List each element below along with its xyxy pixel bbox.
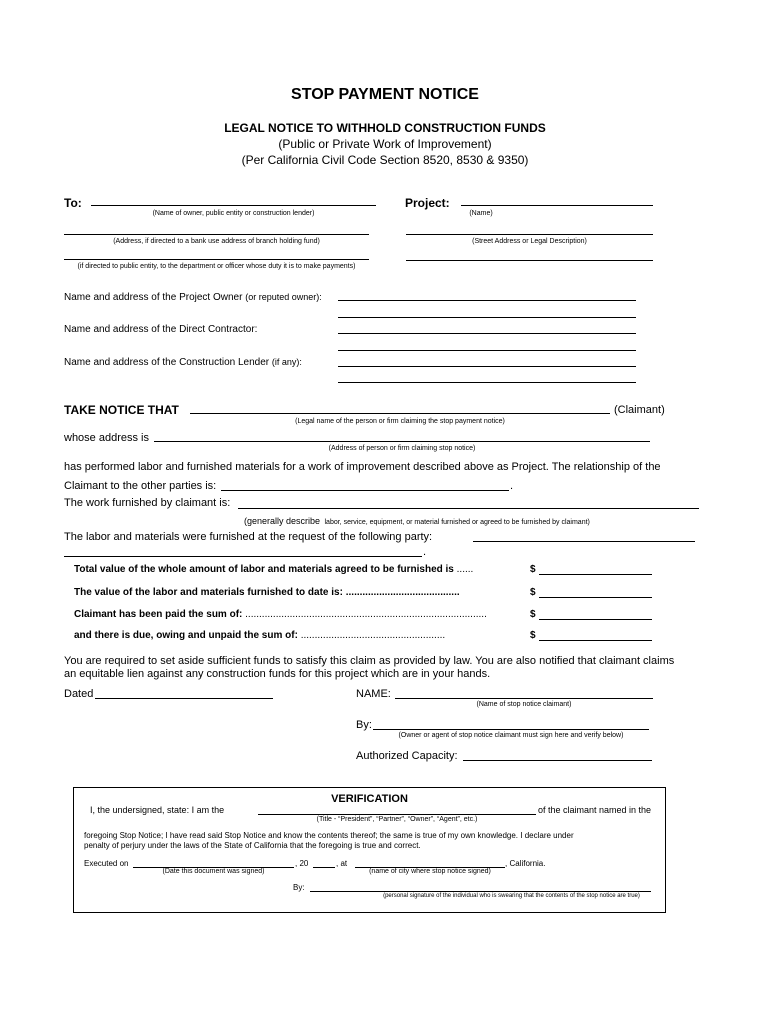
- executed-on-label: Executed on: [84, 859, 129, 868]
- whose-address-caption: (Address of person or firm claiming stop notice): [328, 445, 476, 452]
- request-line-1[interactable]: [473, 541, 695, 542]
- total-currency: $: [530, 564, 536, 575]
- total-value-label: Total value of the whole amount of labor and materials agreed to be furnished is ......: [74, 564, 474, 575]
- executed-city-caption: (name of city where stop notice signed): [369, 868, 491, 875]
- due-label: and there is due, owing and unpaid the sum of: ....................................................: [74, 630, 446, 641]
- project-name-caption: (Name): [469, 210, 493, 217]
- due-value-line[interactable]: [539, 640, 652, 641]
- work-furnished-line[interactable]: [238, 508, 699, 509]
- project-address-line[interactable]: [406, 234, 653, 235]
- verification-line-1-end: of the claimant named in the: [538, 805, 652, 815]
- executed-at-label: , at: [336, 859, 348, 868]
- furnished-value-label: The value of the labor and materials furnished to date is: .........................................: [74, 587, 460, 598]
- work-furnished-label: The work furnished by claimant is:: [64, 497, 231, 509]
- required-text-2: an equitable lien against any construction funds for this project which are in your hands.: [64, 668, 491, 680]
- claimant-caption: (Legal name of the person or firm claiming the stop payment notice): [295, 418, 505, 425]
- name-line[interactable]: [395, 698, 653, 699]
- furnished-currency: $: [530, 587, 536, 598]
- relationship-period: .: [510, 480, 514, 492]
- to-public-caption: (if directed to public entity, to the department or officer whose duty it is to make payments): [77, 263, 356, 270]
- project-name-line[interactable]: [461, 205, 653, 206]
- contractor-label: Name and address of the Direct Contractor:: [64, 324, 258, 335]
- verification-signature-caption: (personal signature of the individual who is swearing that the contents of the stop notice are true): [383, 893, 640, 899]
- to-label: To:: [64, 196, 82, 210]
- by-label: By:: [356, 719, 372, 731]
- claimant-label: (Claimant): [614, 404, 665, 416]
- verification-line-1-start: I, the undersigned, state: I am the: [90, 805, 225, 815]
- subtitle-line-2: (Public or Private Work of Improvement): [278, 137, 492, 151]
- dated-line[interactable]: [95, 698, 273, 699]
- owner-line-2[interactable]: [338, 317, 636, 318]
- capacity-line[interactable]: [463, 760, 652, 761]
- subtitle-line-3: (Per California Civil Code Section 8520, 8530 & 9350): [241, 153, 529, 167]
- lender-line-2[interactable]: [338, 382, 636, 383]
- performed-text-1: has performed labor and furnished materials for a work of improvement described above as Project. The relationship of the: [64, 461, 661, 473]
- verification-title-caption: (Title - “President”, “Partner”, “Owner”, “Agent”, etc.): [316, 816, 478, 823]
- executed-california: , California.: [505, 859, 546, 868]
- executed-year-line[interactable]: [313, 867, 335, 868]
- name-caption: (Name of stop notice claimant): [476, 701, 572, 708]
- to-address-caption: (Address, if directed to a bank use address of branch holding fund): [113, 238, 320, 245]
- verification-signature-line[interactable]: [310, 891, 651, 892]
- name-label: NAME:: [356, 688, 391, 700]
- to-name-line[interactable]: [91, 205, 376, 206]
- performed-text-2: Claimant to the other parties is:: [64, 480, 217, 492]
- claimant-line[interactable]: [190, 413, 610, 414]
- contractor-line-2[interactable]: [338, 350, 636, 351]
- take-notice-label: TAKE NOTICE THAT: [64, 403, 179, 417]
- paid-value-line[interactable]: [539, 619, 652, 620]
- request-label: The labor and materials were furnished at the request of the following party:: [64, 531, 433, 543]
- project-label: Project:: [405, 196, 450, 210]
- verification-title-line[interactable]: [258, 814, 536, 815]
- required-text-1: You are required to set aside sufficient funds to satisfy this claim as provided by law. You are also notified that claimant claims: [64, 655, 675, 667]
- by-line[interactable]: [373, 729, 649, 730]
- to-address-line[interactable]: [64, 234, 369, 235]
- executed-year-label: , 20: [295, 859, 309, 868]
- owner-label: Name and address of the Project Owner (or reputed owner):: [64, 292, 322, 303]
- paid-label: Claimant has been paid the sum of: .......................................................................................: [74, 609, 487, 620]
- verification-para-1: foregoing Stop Notice; I have read said Stop Notice and know the contents thereof; the same is true of my own knowledge. I declare under: [84, 831, 574, 840]
- contractor-line-1[interactable]: [338, 333, 636, 334]
- work-furnished-caption: (generally describe labor, service, equipment, or material furnished or agreed to be furnished by claimant): [244, 516, 590, 526]
- owner-line-1[interactable]: [338, 300, 636, 301]
- capacity-label: Authorized Capacity:: [356, 750, 458, 762]
- whose-address-line[interactable]: [154, 441, 650, 442]
- to-name-caption: (Name of owner, public entity or construction lender): [152, 210, 315, 217]
- relationship-line[interactable]: [221, 490, 509, 491]
- whose-address-label: whose address is: [64, 432, 149, 444]
- request-period: .: [423, 546, 427, 558]
- lender-line-1[interactable]: [338, 366, 636, 367]
- dated-label: Dated: [64, 688, 94, 700]
- lender-label: Name and address of the Construction Lender (if any):: [64, 357, 302, 368]
- verification-by-label: By:: [293, 883, 305, 892]
- total-value-line[interactable]: [539, 574, 652, 575]
- verification-para-2: penalty of perjury under the laws of the State of California that the foregoing is true and correct.: [84, 841, 421, 850]
- to-public-line[interactable]: [64, 259, 369, 260]
- due-currency: $: [530, 630, 536, 641]
- executed-date-caption: (Date this document was signed): [162, 868, 265, 875]
- by-caption: (Owner or agent of stop notice claimant must sign here and verify below): [398, 732, 624, 739]
- verification-title: VERIFICATION: [331, 793, 408, 805]
- paid-currency: $: [530, 609, 536, 620]
- furnished-value-line[interactable]: [539, 597, 652, 598]
- request-line-2[interactable]: [64, 556, 422, 557]
- subtitle: LEGAL NOTICE TO WITHHOLD CONSTRUCTION FUNDS: [224, 121, 546, 135]
- project-address-caption: (Street Address or Legal Description): [472, 238, 587, 245]
- page-title: STOP PAYMENT NOTICE: [291, 86, 479, 103]
- project-address-line-2[interactable]: [406, 260, 653, 261]
